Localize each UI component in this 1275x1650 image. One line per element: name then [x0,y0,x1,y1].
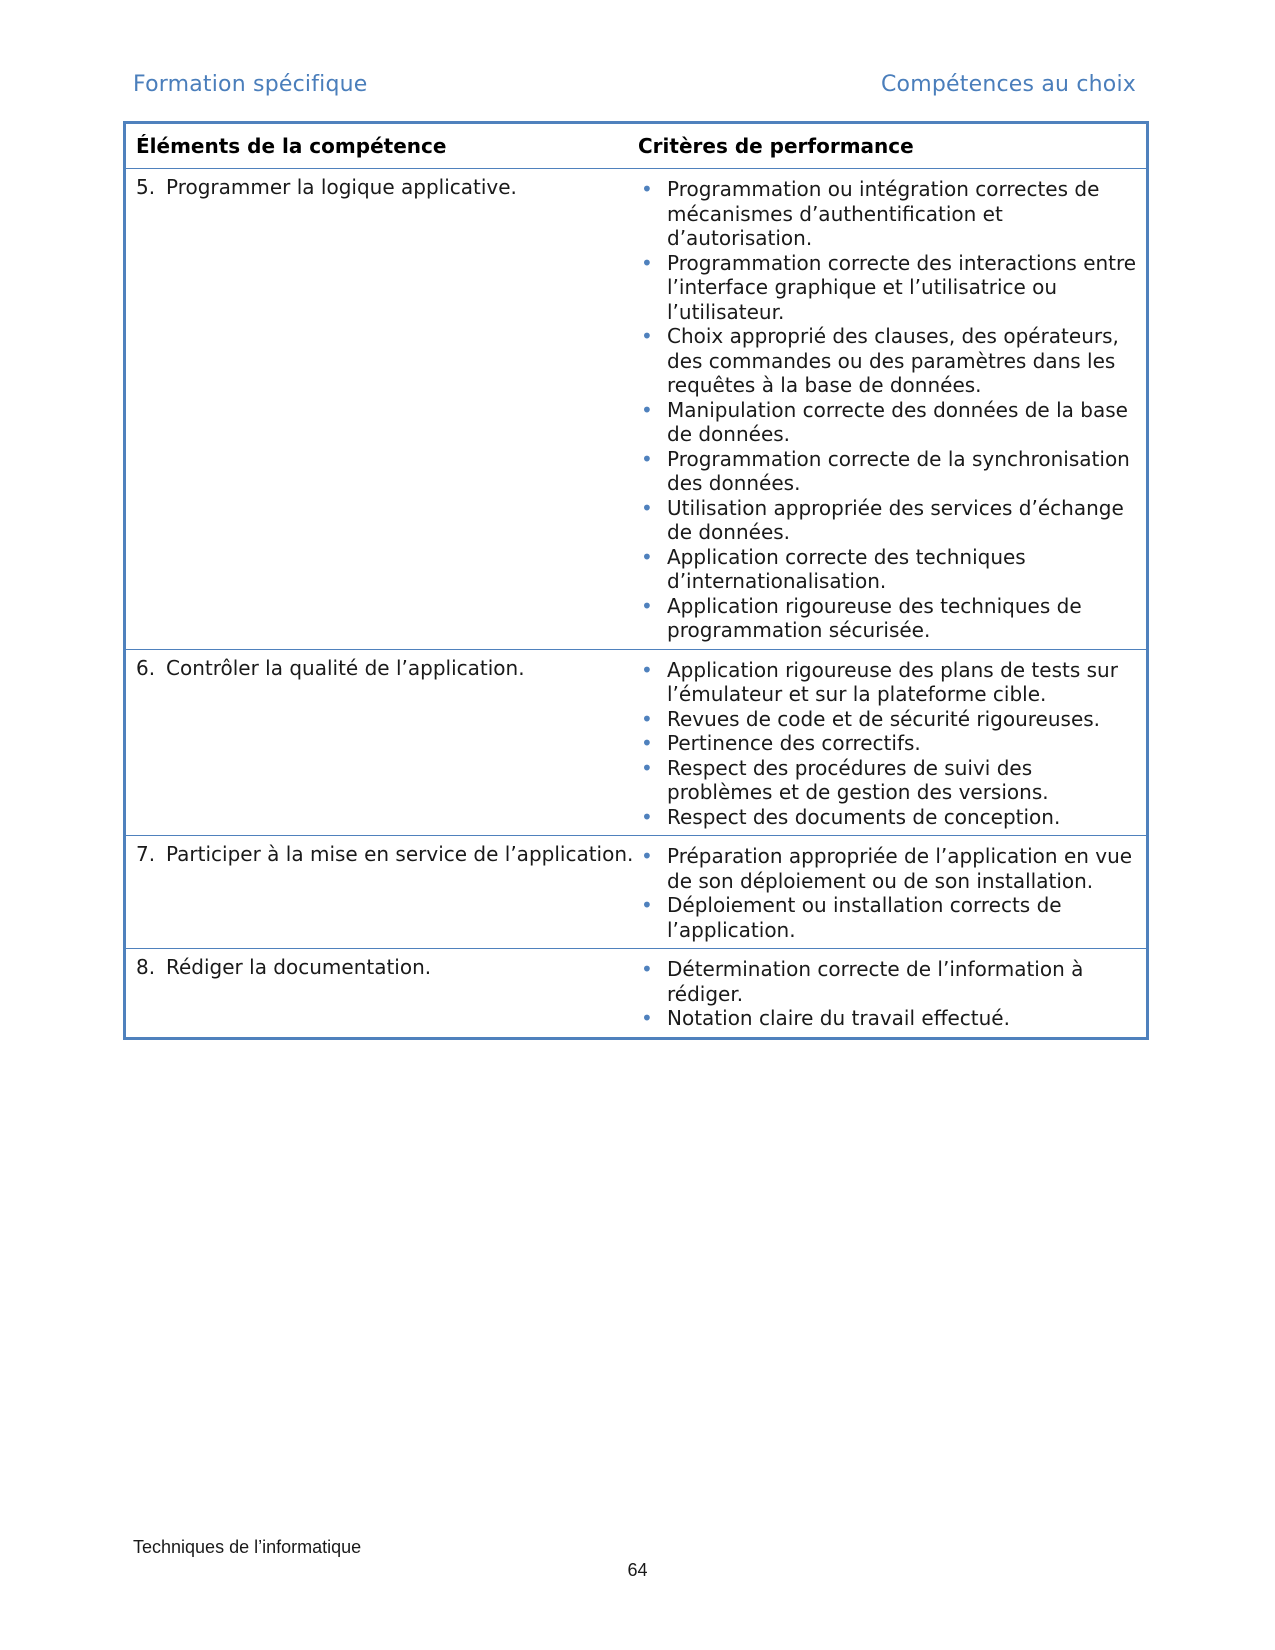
element-number: 5. [136,175,156,199]
bullet-icon: • [641,177,653,201]
criteria-list [638,169,1146,649]
criteria-list [638,650,1146,836]
bullet-icon: • [641,446,653,471]
element-text: Participer à la mise en service de l’application. [166,842,634,866]
criteria-cell [638,836,1146,948]
criteria-item [638,756,1138,805]
element-number: 7. [136,842,156,866]
bullet-icon: • [641,324,653,348]
criteria-item [638,545,1138,594]
criteria-text: Manipulation correcte des données de la base de données. [667,397,1128,446]
criteria-item [638,251,1138,325]
bullet-icon: • [641,593,653,618]
table-row [126,169,1146,650]
table-row [126,949,1146,1037]
column-header-criteria: Critères de performance [638,134,914,158]
bullet-icon: • [641,250,653,275]
criteria-text: Choix approprié des clauses, des opérateurs, des commandes ou des paramètres dans les requêtes à la base de données. [667,324,1119,397]
element-number: 6. [136,655,156,680]
criteria-item [638,594,1138,643]
competence-element [136,836,638,866]
criteria-text: Utilisation appropriée des services d’échange de données. [667,495,1124,544]
footer-title: Techniques de l’informatique [133,1537,362,1557]
criteria-cell [638,169,1146,649]
competence-element [136,650,638,680]
criteria-text: Application rigoureuse des plans de tests sur l’émulateur et sur la plateforme cible. [667,657,1118,706]
competence-element [136,169,638,199]
bullet-icon: • [641,657,653,682]
bullet-icon: • [641,397,653,422]
criteria-item [638,177,1138,251]
page-number: 64 [627,1560,648,1580]
column-header-elements: Éléments de la compétence [136,134,447,158]
criteria-text: Notation claire du travail effectué. [667,1006,1010,1030]
criteria-text: Préparation appropriée de l’application en vue de son déploiement ou de son installation. [667,844,1133,893]
criteria-text: Application correcte des techniques d’internationalisation. [667,544,1026,593]
criteria-list [638,836,1146,948]
criteria-item [638,731,1138,756]
element-cell [126,836,638,948]
element-text: Contrôler la qualité de l’application. [166,655,525,680]
criteria-item [638,398,1138,447]
criteria-cell [638,949,1146,1037]
element-text: Rédiger la documentation. [166,955,432,979]
table-header-row [126,124,1146,169]
running-header-right: Compétences au choix [881,72,1136,97]
bullet-icon: • [641,544,653,569]
criteria-item [638,957,1138,1006]
criteria-text: Détermination correcte de l’information à rédiger. [667,957,1084,1006]
bullet-icon: • [641,731,653,755]
criteria-item [638,893,1138,942]
criteria-text: Programmation correcte de la synchronisation des données. [667,446,1130,495]
element-number: 8. [136,955,156,979]
table-row [126,650,1146,837]
competence-element [136,949,638,979]
element-cell [126,650,638,836]
criteria-item [638,844,1138,893]
bullet-icon: • [641,957,653,981]
element-text: Programmer la logique applicative. [166,175,517,199]
bullet-icon: • [641,893,653,917]
criteria-text: Déploiement ou installation corrects de l’application. [667,893,1062,942]
criteria-item [638,447,1138,496]
criteria-text: Programmation ou intégration correctes de mécanismes d’authentification et d’autorisation. [667,177,1100,250]
criteria-text: Respect des procédures de suivi des problèmes et de gestion des versions. [667,755,1049,804]
criteria-item [638,707,1138,732]
criteria-text: Application rigoureuse des techniques de programmation sécurisée. [667,593,1082,642]
criteria-item [638,805,1138,830]
criteria-item [638,324,1138,398]
running-header-left: Formation spécifique [133,72,368,97]
competence-table [123,121,1149,1040]
criteria-text: Revues de code et de sécurité rigoureuses. [667,706,1101,731]
criteria-text: Programmation correcte des interactions entre l’interface graphique et l’utilisatrice ou l’utilisateur. [667,250,1137,324]
bullet-icon: • [641,844,653,868]
criteria-item [638,496,1138,545]
criteria-text: Respect des documents de conception. [667,804,1061,829]
bullet-icon: • [641,495,653,520]
bullet-icon: • [641,706,653,731]
criteria-item [638,658,1138,707]
criteria-text: Pertinence des correctifs. [667,731,921,755]
criteria-list [638,949,1146,1037]
bullet-icon: • [641,755,653,780]
bullet-icon: • [641,804,653,829]
element-cell [126,169,638,649]
criteria-item [638,1006,1138,1031]
bullet-icon: • [641,1006,653,1030]
table-row [126,836,1146,949]
criteria-cell [638,650,1146,836]
element-cell [126,949,638,1037]
